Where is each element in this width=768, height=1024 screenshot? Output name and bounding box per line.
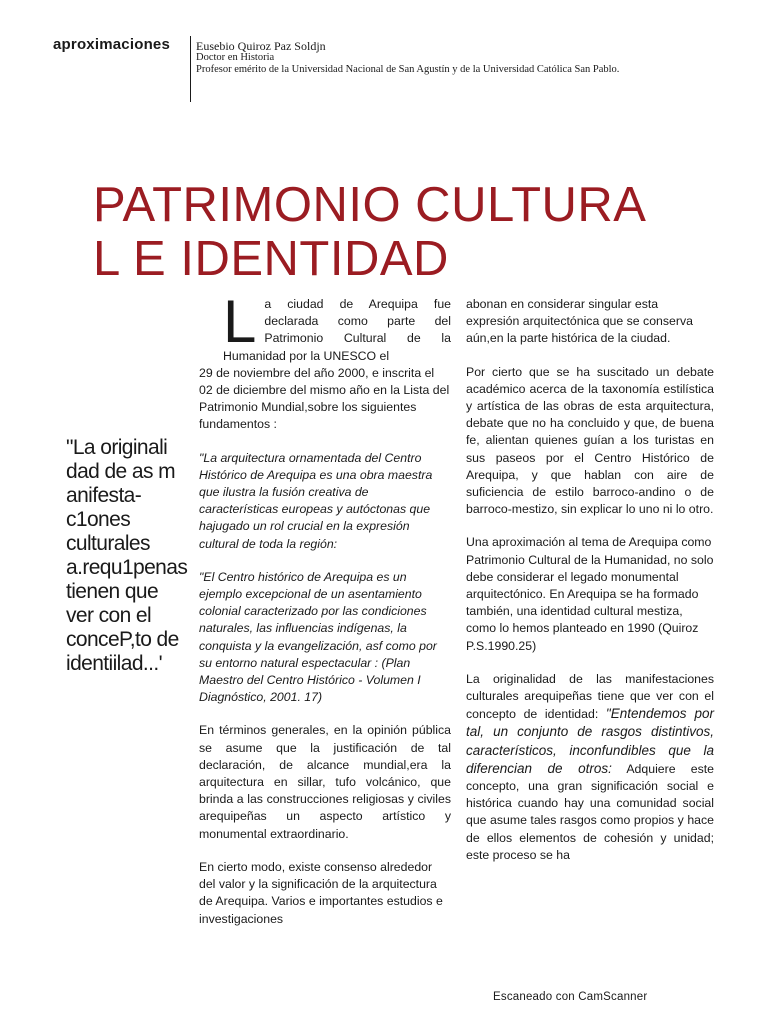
body-paragraph: abonan en considerar singular esta expresión arquitectónica que se conserva aún,en la parte histórica de la ciudad. [466,297,693,346]
header-divider [190,36,191,102]
identity-paragraph-end: Adquiere este concepto, una gran significación social e histórica cuando hay una comunidad social que asume tales rasgos como propios y hace de ellos elementos de cohesión y unidad; este proceso se ha [466,761,714,862]
body-paragraph: Por cierto que se ha suscitado un debate académico acerca de la taxonomía estilística y artística de las obras de esta arquitectura, debate que no ha concluido y que, de buena fe, alientan quienes guían a los turistas en sus paseos por el Centro Histórico de Arequipa, y que hablan con aire de suficiencia de estilo barroco-andino o de barroco-mestizo, sin explicar lo uno ni lo otro. [466,364,714,517]
lead-paragraph [199,288,451,365]
body-paragraph: En términos generales, en la opinión pública se asume que la justificación de tal declaración, de alcance mundial,era la arquitectura en sillar, tufo volcánico, que brinda a las construcciones religiosas y civiles arequipeñas un aspecto artístico y monumental extraordinario. [199,723,451,841]
unesco-quote-1: "La arquitectura ornamentada del Centro Histórico de Arequipa es una obra maestra que ilustra la fusión creativa de características europeas y autóctonas que hajugado un rol crucial en la expresión cultural de toda la región: [199,450,433,551]
body-paragraph [466,671,714,864]
author-name: Eusebio Quiroz Paz Soldjn [196,39,326,53]
author-position: Profesor emérito de la Universidad Nacional de San Agustín y de la Universidad Católica San Pablo. [196,64,620,75]
article-column-2 [466,296,714,880]
title-line-1: PATRIMONIO CULTURA [93,178,647,232]
unesco-quote-2: "El Centro histórico de Arequipa es un ejemplo excepcional de un asentamiento colonial caracterizado por las condiciones naturales, las influencias indígenas, la conquista y la evangelización, asf como por su entorno natural espectacular : (Plan Maestro del Centro Histórico - Volumen I Diagnóstico, 2001. 17) [199,569,437,705]
lead-text: a ciudad de Arequipa fue declarada como parte del Patrimonio Cultural de la Humanidad por la UNESCO el [223,297,451,363]
author-degree: Doctor en Historia [196,52,275,63]
author-block [196,40,756,76]
article-title [93,178,733,286]
identity-paragraph-start: La originalidad de las manifestaciones culturales arequipeñas tiene que ver con el concepto de identidad: [466,671,714,722]
section-label: aproximaciones [53,36,171,53]
scanner-watermark: Escaneado con CamScanner [493,991,648,1003]
drop-cap: L [223,288,257,355]
body-paragraph: Una aproximación al tema de Arequipa como Patrimonio Cultural de la Humanidad, no solo debe considerar el legado monumental arquitectónico. En Arequipa se ha formado también, una identidad cultural mestiza, como lo hemos planteado en 1990 (Quiroz P.S.1990.25) [466,535,714,653]
lead-paragraph-continued: 29 de noviembre del año 2000, e inscrita el 02 de diciembre del mismo año en la Lista del Patrimonio Mundial,sobre los siguientes fundamentos : [199,365,450,432]
title-line-2: L E IDENTIDAD [93,232,449,286]
article-column-1 [199,288,451,944]
identity-definition-quote: "Entendemos por tal, un conjunto de rasgos distintivos, característicos, inconfundibles que la diferencian de otros: [466,706,715,776]
pull-quote: "La originali dad de as m anifesta- c1ones culturales a.requ1penas tienen que ver con el conceP,to de identiilad...' [66,436,188,675]
body-paragraph: En cierto modo, existe consenso alrededor del valor y la significación de la arquitectura de Arequipa. Varios e importantes estudios e investigaciones [199,859,443,926]
